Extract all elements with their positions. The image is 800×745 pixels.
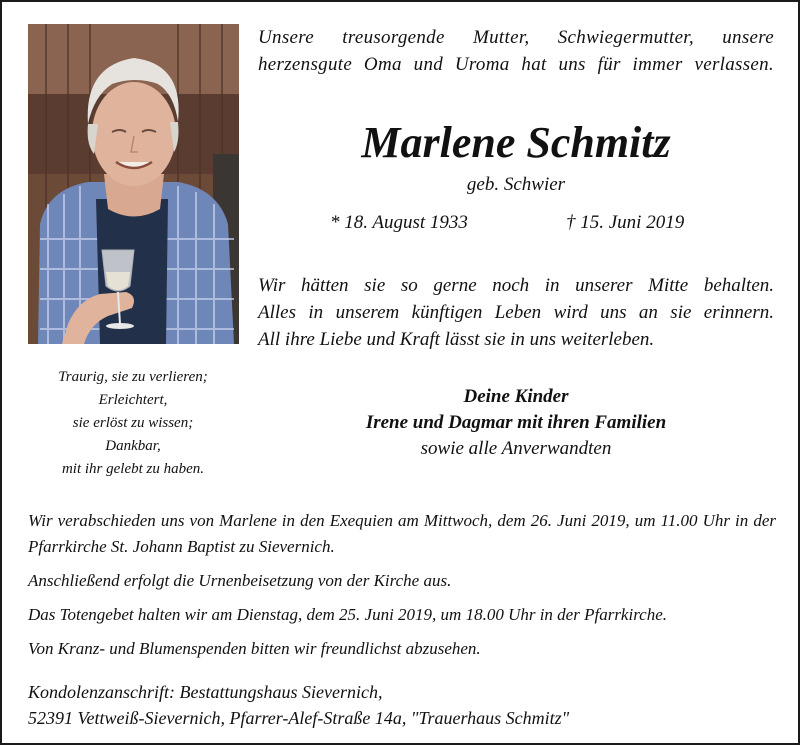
death-date: † 15. Juni 2019: [566, 212, 685, 233]
flowers-text: Von Kranz- und Blumenspenden bitten wir freundlichst abzusehen.: [28, 639, 481, 658]
mourners-relatives: sowie alle Anverwandten: [420, 438, 612, 459]
mourners: [258, 384, 774, 462]
maiden-name: geb. Schwier: [466, 174, 566, 195]
portrait-photo: [28, 24, 239, 344]
intro-text: [258, 24, 774, 78]
mourners-names: Irene und Dagmar mit ihren Familien: [365, 412, 667, 433]
poem-line-2: Erleichtert,: [98, 392, 168, 408]
verse-line-1: Wir hätten sie so gerne noch in unserer Mitte behalten.: [258, 275, 774, 296]
verse-line-3: All ihre Liebe und Kraft lässt sie in uns weiterleben.: [258, 329, 655, 350]
condolence-line-1: Kondolenzanschrift: Bestattungshaus Sievernich,: [28, 682, 383, 702]
funeral-details: [28, 508, 776, 662]
prayer-text: Das Totengebet halten wir am Dienstag, dem 25. Juni 2019, um 18.00 Uhr in der Pfarrkirche.: [28, 605, 668, 624]
mourners-children: Deine Kinder: [463, 386, 569, 407]
intro-line-2: herzensgute Oma und Uroma hat uns für immer verlassen.: [258, 54, 774, 75]
poem-line-5: mit ihr gelebt zu haben.: [61, 461, 205, 477]
memorial-verse: [258, 272, 774, 353]
poem-line-3: sie erlöst zu wissen;: [72, 415, 194, 431]
birth-date: * 18. August 1933: [330, 212, 468, 233]
poem: [30, 366, 236, 481]
poem-line-1: Traurig, sie zu verlieren;: [58, 369, 208, 385]
exequien-text: Wir verabschieden uns von Marlene in den Exequien am Mittwoch, dem 26. Juni 2019, um 11.00 Uhr in der Pfarrkirche St. Johann Baptist zu Sievernich.: [28, 511, 776, 556]
condolence-address: [28, 679, 776, 731]
verse-line-2: Alles in unserem künftigen Leben wird uns an sie erinnern.: [258, 302, 774, 323]
condolence-line-2: 52391 Vettweiß-Sievernich, Pfarrer-Alef-Straße 14a, "Trauerhaus Schmitz": [28, 708, 570, 728]
intro-line-1: Unsere treusorgende Mutter, Schwiegermutter, unsere: [258, 27, 774, 48]
deceased-name: Marlene Schmitz: [361, 118, 671, 167]
urn-burial-text: Anschließend erfolgt die Urnenbeisetzung von der Kirche aus.: [28, 571, 452, 590]
poem-line-4: Dankbar,: [105, 438, 161, 454]
